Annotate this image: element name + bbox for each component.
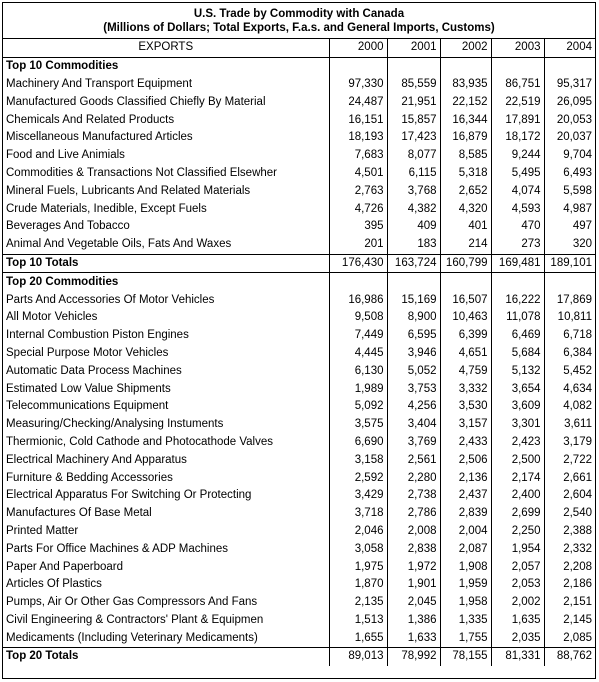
value-cell: 6,469 (491, 327, 544, 345)
table-row (3, 147, 595, 165)
commodity-label: Miscellaneous Manufactured Articles (6, 131, 193, 144)
value-cell: 3,654 (491, 380, 544, 398)
value-cell: 2,085 (544, 629, 595, 647)
table-row (3, 309, 595, 327)
value-cell: 3,301 (491, 416, 544, 434)
table-row (3, 182, 595, 200)
value-cell: 4,256 (387, 398, 440, 416)
value-cell: 497 (544, 218, 595, 236)
commodity-label: Chemicals And Related Products (6, 113, 175, 126)
value-cell: 2,057 (491, 558, 544, 576)
value-cell: 2,561 (387, 451, 440, 469)
commodity-label: Machinery And Transport Equipment (6, 77, 193, 90)
value-cell: 4,082 (544, 398, 595, 416)
commodity-label: Internal Combustion Piston Engines (6, 329, 189, 342)
value-cell: 1,755 (440, 629, 491, 647)
value-cell: 20,053 (544, 111, 595, 129)
value-cell: 5,052 (387, 362, 440, 380)
value-cell: 6,718 (544, 327, 595, 345)
section-heading: Top 10 Commodities (3, 57, 329, 75)
commodity-label: All Motor Vehicles (6, 311, 98, 324)
commodity-label: Estimated Low Value Shipments (6, 382, 171, 395)
totals-value-cell: 169,481 (491, 254, 544, 273)
value-cell: 4,759 (440, 362, 491, 380)
year-header: 2003 (491, 39, 544, 57)
header-row (3, 39, 595, 57)
table-row (3, 200, 595, 218)
value-cell: 1,870 (329, 576, 387, 594)
table-row (3, 451, 595, 469)
value-cell: 2,053 (491, 576, 544, 594)
value-cell: 95,317 (544, 76, 595, 94)
section-heading-blank-cell (491, 273, 544, 291)
value-cell: 4,320 (440, 200, 491, 218)
value-cell: 2,280 (387, 469, 440, 487)
value-cell: 3,058 (329, 540, 387, 558)
value-cell: 1,386 (387, 612, 440, 630)
commodity-label: Measuring/Checking/Analysing Instuments (6, 418, 224, 431)
value-cell: 5,092 (329, 398, 387, 416)
table-row (3, 236, 595, 254)
value-cell: 2,400 (491, 487, 544, 505)
commodity-label: Thermionic, Cold Cathode and Photocathode Valves (6, 435, 274, 448)
commodity-label: Automatic Data Process Machines (6, 364, 182, 377)
value-cell: 2,145 (544, 612, 595, 630)
commodity-label: Pumps, Air Or Other Gas Compressors And Fans (6, 596, 258, 609)
value-cell: 2,035 (491, 629, 544, 647)
value-cell: 3,611 (544, 416, 595, 434)
commodity-label: Civil Engineering & Contractors' Plant & Equipmen (6, 613, 264, 626)
value-cell: 2,540 (544, 505, 595, 523)
value-cell: 16,507 (440, 291, 491, 309)
section-heading-row (3, 57, 595, 75)
section-heading-blank-cell (544, 57, 595, 75)
value-cell: 15,169 (387, 291, 440, 309)
totals-label: Top 20 Totals (3, 648, 329, 666)
value-cell: 2,699 (491, 505, 544, 523)
value-cell: 15,857 (387, 111, 440, 129)
value-cell: 3,753 (387, 380, 440, 398)
value-cell: 1,635 (491, 612, 544, 630)
table-row (3, 523, 595, 541)
table-row (3, 380, 595, 398)
section-heading-blank-cell (440, 273, 491, 291)
value-cell: 3,158 (329, 451, 387, 469)
table-body (3, 57, 595, 666)
value-cell: 2,250 (491, 523, 544, 541)
commodity-label: Commodities & Transactions Not Classified Elsewher (6, 166, 277, 179)
totals-value-cell: 163,724 (387, 254, 440, 273)
table-row (3, 469, 595, 487)
value-cell: 2,423 (491, 434, 544, 452)
commodity-label: Parts For Office Machines & ADP Machines (6, 542, 228, 555)
totals-label: Top 10 Totals (3, 254, 329, 273)
commodity-label: Telecommunications Equipment (6, 400, 169, 413)
value-cell: 2,506 (440, 451, 491, 469)
commodity-label: Furniture & Bedding Accessories (6, 471, 173, 484)
value-cell: 4,651 (440, 345, 491, 363)
value-cell: 5,684 (491, 345, 544, 363)
value-cell: 1,954 (491, 540, 544, 558)
value-cell: 5,598 (544, 182, 595, 200)
value-cell: 2,433 (440, 434, 491, 452)
commodity-label: Mineral Fuels, Lubricants And Related Materials (6, 184, 251, 197)
commodity-label: Printed Matter (6, 524, 79, 537)
commodity-label: Crude Materials, Inedible, Except Fuels (6, 202, 207, 215)
value-cell: 4,501 (329, 165, 387, 183)
value-cell: 21,951 (387, 93, 440, 111)
value-cell: 2,186 (544, 576, 595, 594)
value-cell: 4,445 (329, 345, 387, 363)
commodity-label: Animal And Vegetable Oils, Fats And Waxes (6, 238, 232, 251)
table-row (3, 165, 595, 183)
table-row (3, 416, 595, 434)
table-row (3, 362, 595, 380)
value-cell: 7,449 (329, 327, 387, 345)
value-cell: 10,463 (440, 309, 491, 327)
table-row (3, 76, 595, 94)
value-cell: 17,891 (491, 111, 544, 129)
value-cell: 2,087 (440, 540, 491, 558)
value-cell: 9,244 (491, 147, 544, 165)
commodity-label: Special Purpose Motor Vehicles (6, 346, 169, 359)
value-cell: 2,208 (544, 558, 595, 576)
table-row (3, 576, 595, 594)
table-row (3, 218, 595, 236)
section-heading-blank-cell (440, 57, 491, 75)
value-cell: 1,335 (440, 612, 491, 630)
commodity-label: Articles Of Plastics (6, 578, 102, 591)
value-cell: 4,726 (329, 200, 387, 218)
value-cell: 24,487 (329, 93, 387, 111)
value-cell: 97,330 (329, 76, 387, 94)
table-row (3, 558, 595, 576)
totals-value-cell: 189,101 (544, 254, 595, 273)
value-cell: 16,222 (491, 291, 544, 309)
value-cell: 1,958 (440, 594, 491, 612)
value-cell: 2,174 (491, 469, 544, 487)
value-cell: 1,633 (387, 629, 440, 647)
totals-value-cell: 160,799 (440, 254, 491, 273)
value-cell: 2,008 (387, 523, 440, 541)
value-cell: 273 (491, 236, 544, 254)
value-cell: 16,344 (440, 111, 491, 129)
table-row (3, 594, 595, 612)
value-cell: 3,332 (440, 380, 491, 398)
table-row (3, 398, 595, 416)
value-cell: 320 (544, 236, 595, 254)
value-cell: 5,132 (491, 362, 544, 380)
value-cell: 22,519 (491, 93, 544, 111)
table-row (3, 291, 595, 309)
totals-value-cell: 78,155 (440, 648, 491, 666)
value-cell: 201 (329, 236, 387, 254)
table-row (3, 612, 595, 630)
value-cell: 2,838 (387, 540, 440, 558)
value-cell: 4,987 (544, 200, 595, 218)
value-cell: 17,423 (387, 129, 440, 147)
table-row (3, 345, 595, 363)
value-cell: 3,157 (440, 416, 491, 434)
table-row (3, 505, 595, 523)
value-cell: 86,751 (491, 76, 544, 94)
value-cell: 214 (440, 236, 491, 254)
year-header: 2004 (544, 39, 595, 57)
value-cell: 3,946 (387, 345, 440, 363)
value-cell: 2,135 (329, 594, 387, 612)
value-cell: 3,530 (440, 398, 491, 416)
value-cell: 5,318 (440, 165, 491, 183)
table-row (3, 111, 595, 129)
value-cell: 6,115 (387, 165, 440, 183)
value-cell: 2,045 (387, 594, 440, 612)
section-heading-blank-cell (329, 57, 387, 75)
commodity-label: Parts And Accessories Of Motor Vehicles (6, 293, 215, 306)
value-cell: 1,513 (329, 612, 387, 630)
value-cell: 10,811 (544, 309, 595, 327)
value-cell: 3,718 (329, 505, 387, 523)
value-cell: 3,609 (491, 398, 544, 416)
value-cell: 3,769 (387, 434, 440, 452)
value-cell: 4,593 (491, 200, 544, 218)
value-cell: 1,655 (329, 629, 387, 647)
commodity-label: Manufactures Of Base Metal (6, 507, 152, 520)
trade-table-sheet (2, 2, 596, 679)
table-row (3, 487, 595, 505)
value-cell: 1,972 (387, 558, 440, 576)
value-cell: 85,559 (387, 76, 440, 94)
section-heading-blank-cell (387, 273, 440, 291)
value-cell: 4,634 (544, 380, 595, 398)
year-header: 2000 (329, 39, 387, 57)
value-cell: 2,661 (544, 469, 595, 487)
section-heading-blank-cell (491, 57, 544, 75)
totals-value-cell: 88,762 (544, 648, 595, 666)
commodity-label: Electrical Machinery And Apparatus (6, 453, 187, 466)
value-cell: 9,704 (544, 147, 595, 165)
value-cell: 2,722 (544, 451, 595, 469)
year-header: 2002 (440, 39, 491, 57)
value-cell: 22,152 (440, 93, 491, 111)
commodity-label: Manufactured Goods Classified Chiefly By Material (6, 95, 266, 108)
value-cell: 5,495 (491, 165, 544, 183)
value-cell: 2,136 (440, 469, 491, 487)
table-row (3, 327, 595, 345)
value-cell: 2,437 (440, 487, 491, 505)
table-row (3, 129, 595, 147)
value-cell: 2,500 (491, 451, 544, 469)
table-row (3, 629, 595, 647)
value-cell: 6,493 (544, 165, 595, 183)
value-cell: 401 (440, 218, 491, 236)
value-cell: 16,986 (329, 291, 387, 309)
value-cell: 2,604 (544, 487, 595, 505)
totals-value-cell: 89,013 (329, 648, 387, 666)
commodity-label: Electrical Apparatus For Switching Or Protecting (6, 489, 252, 502)
value-cell: 17,869 (544, 291, 595, 309)
value-cell: 1,901 (387, 576, 440, 594)
value-cell: 2,652 (440, 182, 491, 200)
table-row (3, 434, 595, 452)
value-cell: 2,151 (544, 594, 595, 612)
value-cell: 3,429 (329, 487, 387, 505)
value-cell: 2,592 (329, 469, 387, 487)
value-cell: 16,879 (440, 129, 491, 147)
trade-table (3, 39, 595, 666)
totals-value-cell: 176,430 (329, 254, 387, 273)
value-cell: 18,193 (329, 129, 387, 147)
value-cell: 8,900 (387, 309, 440, 327)
totals-row (3, 254, 595, 273)
value-cell: 6,130 (329, 362, 387, 380)
value-cell: 5,452 (544, 362, 595, 380)
value-cell: 20,037 (544, 129, 595, 147)
commodity-label: Paper And Paperboard (6, 560, 124, 573)
title-block (3, 3, 595, 39)
section-heading-row (3, 273, 595, 291)
value-cell: 8,585 (440, 147, 491, 165)
value-cell: 409 (387, 218, 440, 236)
value-cell: 183 (387, 236, 440, 254)
value-cell: 2,388 (544, 523, 595, 541)
year-header: 2001 (387, 39, 440, 57)
section-heading-blank-cell (329, 273, 387, 291)
value-cell: 1,975 (329, 558, 387, 576)
value-cell: 395 (329, 218, 387, 236)
value-cell: 2,738 (387, 487, 440, 505)
value-cell: 2,839 (440, 505, 491, 523)
value-cell: 4,382 (387, 200, 440, 218)
value-cell: 2,786 (387, 505, 440, 523)
value-cell: 3,404 (387, 416, 440, 434)
commodity-label: Medicaments (Including Veterinary Medicaments) (6, 631, 258, 644)
value-cell: 2,332 (544, 540, 595, 558)
table-title: U.S. Trade by Commodity with Canada (193, 8, 405, 20)
value-cell: 2,763 (329, 182, 387, 200)
value-cell: 7,683 (329, 147, 387, 165)
value-cell: 26,095 (544, 93, 595, 111)
value-cell: 6,595 (387, 327, 440, 345)
table-subtitle: (Millions of Dollars; Total Exports, F.a.s. and General Imports, Customs) (103, 22, 495, 34)
value-cell: 18,172 (491, 129, 544, 147)
section-heading-blank-cell (387, 57, 440, 75)
totals-value-cell: 81,331 (491, 648, 544, 666)
value-cell: 83,935 (440, 76, 491, 94)
value-cell: 470 (491, 218, 544, 236)
value-cell: 2,046 (329, 523, 387, 541)
exports-header: EXPORTS (3, 39, 329, 57)
value-cell: 1,908 (440, 558, 491, 576)
value-cell: 8,077 (387, 147, 440, 165)
value-cell: 2,004 (440, 523, 491, 541)
section-heading: Top 20 Commodities (3, 273, 329, 291)
value-cell: 16,151 (329, 111, 387, 129)
commodity-label: Beverages And Tobacco (6, 220, 130, 233)
value-cell: 11,078 (491, 309, 544, 327)
value-cell: 3,768 (387, 182, 440, 200)
value-cell: 6,690 (329, 434, 387, 452)
value-cell: 1,989 (329, 380, 387, 398)
value-cell: 4,074 (491, 182, 544, 200)
table-row (3, 93, 595, 111)
value-cell: 6,399 (440, 327, 491, 345)
table-row (3, 540, 595, 558)
totals-value-cell: 78,992 (387, 648, 440, 666)
value-cell: 3,179 (544, 434, 595, 452)
totals-row (3, 648, 595, 666)
section-heading-blank-cell (544, 273, 595, 291)
value-cell: 6,384 (544, 345, 595, 363)
value-cell: 1,959 (440, 576, 491, 594)
value-cell: 9,508 (329, 309, 387, 327)
commodity-label: Food and Live Animials (6, 149, 125, 162)
value-cell: 2,002 (491, 594, 544, 612)
value-cell: 3,575 (329, 416, 387, 434)
